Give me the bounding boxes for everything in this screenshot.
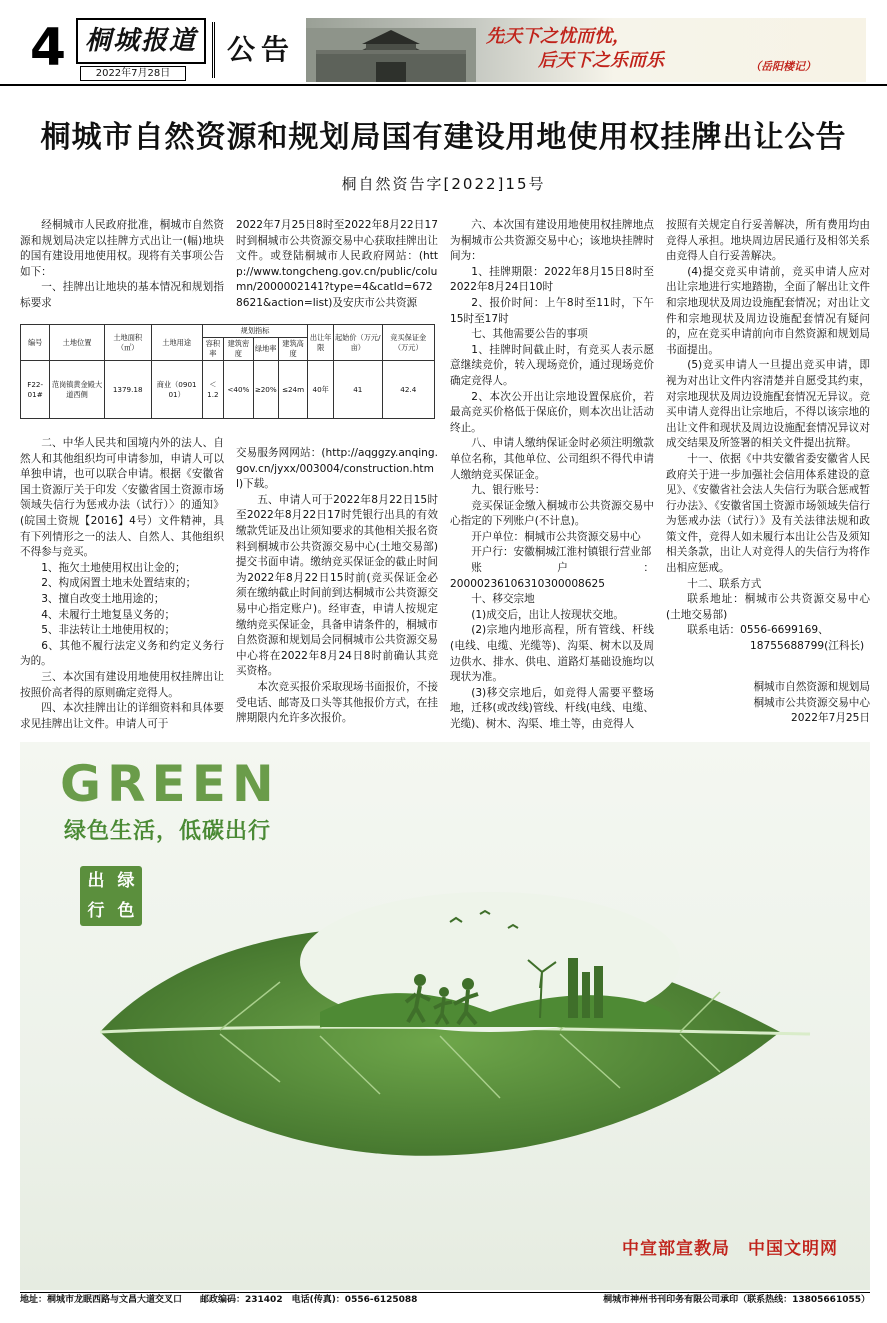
list-item: (4)提交竞买申请前，竞买申请人应对出让宗地进行实地踏勘，全面了解出让文件和宗地现状及周边设施配套情况；对出让文件和宗地现状及周边设施配套情况有疑问的，应在竞买申请前向市自然资源和规划局书面提出。: [666, 265, 870, 356]
list-item: 1、挂牌期限：2022年8月15日8时至2022年8月24日10时: [450, 265, 654, 294]
header-deposit: 竞买保证金（万元）: [382, 325, 434, 361]
cell-use: 商业（0901 01）: [151, 361, 202, 419]
header-planning: 规划指标: [202, 325, 308, 338]
masthead-banner: [306, 18, 866, 82]
header-use: 土地用途: [151, 325, 202, 361]
section-6-paragraph: 六、本次国有建设用地使用权挂牌地点为桐城市公共资源交易中心；该地块挂牌时间为：: [450, 219, 654, 263]
account-holder: 开户单位：桐城市公共资源交易中心: [471, 530, 641, 543]
section-4-paragraph: 四、本次挂牌出让的详细资料和具体要求见挂牌出让文件。申请人可于: [20, 702, 224, 730]
issuer-1: 桐城市自然资源和规划局: [753, 681, 870, 693]
table-row: [21, 361, 435, 419]
seal-char: 行: [87, 901, 105, 921]
header-height: 建筑高度: [278, 338, 308, 361]
signature-block: [666, 680, 870, 727]
article-headline: 桐城市自然资源和规划局国有建设用地使用权挂牌出让公告: [40, 120, 847, 155]
issuer-2: 桐城市公共资源交易中心: [753, 696, 870, 709]
header-density: 建筑密度: [224, 338, 254, 361]
section-2-paragraph: 二、中华人民共和国境内外的法人、自然人和其他组织均可申请参加，申请人可以单独申请，也可以联合申请。根据《安徽省国土资源厅关于印发〈安徽省国土资源市场领域失信行为惩戒办法（试行）〉的通知》(皖国土资规【2016】4号）文件精神，具有下列情形之一的法人、自然人、其他组织不得参与竞买。: [20, 437, 224, 559]
download-paragraph: 2022年7月25日8时至2022年8月22日17时到桐城市公共资源交易中心获取挂牌出让文件。或登陆桐城市人民政府网站：(http://www.tongcheng.gov.cn/public/column/2000002141?type=4&catId=6728621&action=list)及安庆市公共资源: [236, 219, 438, 309]
table-header-row: [21, 325, 435, 338]
list-item: 3、擅自改变土地用途的；: [41, 592, 165, 605]
leaf-illustration: [20, 862, 870, 1290]
column-3: [450, 218, 654, 733]
column-2-top: [236, 218, 438, 312]
cell-height: ≤24m: [278, 361, 308, 419]
list-item: 2、构成闲置土地未处置结束的；: [41, 577, 197, 590]
section-5-paragraph: 五、申请人可于2022年8月22日15时至2022年8月22日17时凭银行出具的有效缴款凭证及出让须知要求的其他相关报名资料到桐城市公共资源交易中心(土地交易部)提交书面申请。缴纳竞买保证金的截止时间为2022年8月22日15时前(竞买保证金必须在缴纳截止时间前到达桐城市公共资源交易中心指定账户)。经审查，申请人按规定缴纳竞买保证金，具备申请条件的，桐城市自然资源和规划局会同桐城市公共资源交易中心将在2022年8月24日8时前确认其竞买资格。: [236, 493, 438, 678]
masthead: [0, 0, 887, 84]
slogan-line-1: 先天下之忧而忧，: [486, 26, 630, 47]
green-poster: [20, 742, 870, 1290]
cell-years: 40年: [308, 361, 334, 419]
section-heading-1: 一、挂牌出让地块的基本情况和规划指标要求: [20, 281, 224, 309]
poster-seal: [80, 866, 142, 926]
contact-phone: 联系电话：0556-6699169、: [687, 624, 829, 637]
page-number: 4: [29, 18, 67, 78]
list-item: 4、未履行土地复垦义务的；: [41, 608, 176, 621]
list-item: (5)竞买申请人一旦提出竞买申请，即视为对出让文件内容清楚并自愿受其约束，对宗地现状及周边设施配套情况无异议。竞买申请人竞得出让宗地后，不得以该宗地的出让文件和现状及周边设施配套情况异议对成交结果及所签署的相关文件提出抗辩。: [666, 359, 870, 450]
footer-printer: 桐城市神州书刊印务有限公司承印（联系热线：13805661055）: [603, 1295, 870, 1305]
column-2-body: [236, 446, 438, 727]
poster-title: GREEN: [60, 755, 280, 813]
masthead-rule: [0, 84, 887, 86]
section-11-paragraph: 十一、依据《中共安徽省委安徽省人民政府关于进一步加强社会信用体系建设的意见》、《安徽省社会法人失信行为联合惩戒暂行办法》、《安徽省国土资源市场领域失信行为惩戒办法（试行）》及有关法律法规和政策文件，竞得人如未履行本出让公告及须知相关条款，出让人对竞得人的失信行为将作出相应惩戒。: [666, 452, 870, 575]
cell-code: F22-01#: [21, 361, 50, 419]
header-green: 绿地率: [253, 338, 278, 361]
contact-address: 联系地址：桐城市公共资源交易中心(土地交易部): [666, 593, 870, 621]
list-item: 2、本次公开出让宗地设置保底价，若最高竞买价格低于保底价，则本次出让活动终止。: [450, 390, 654, 434]
bank-name: 开户行：安徽桐城江淮村镇银行营业部: [471, 546, 652, 559]
seal-char: 出: [87, 871, 105, 891]
column-4: [666, 218, 870, 655]
cell-start-price: 41: [333, 361, 382, 419]
section-12-heading: 十二、联系方式: [687, 577, 762, 590]
poster-slogan: 绿色生活，低碳出行: [64, 819, 272, 844]
handover-paragraph-cont: 按照有关规定自行妥善解决，所有费用均由竞得人承担。地块周边居民通行及相邻关系由竞得人自行妥善解决。: [666, 219, 870, 263]
poster-credit: 中宣部宣教局 中国文明网: [622, 1239, 838, 1259]
section-10-heading: 十、移交宗地: [471, 593, 535, 606]
download-paragraph-cont: 交易服务网网站：(http://aqggzy.anqing.gov.cn/jyxx/003004/construction.html)下载。: [236, 447, 438, 491]
list-item: 1、挂牌时间截止时，有竞买人表示愿意继续竞价，转入现场竞价，通过现场竞价确定竞得人。: [450, 343, 654, 387]
issue-date: 2022年7月28日: [80, 66, 186, 81]
land-parcel-table: [20, 324, 435, 419]
list-item: (3)移交宗地后，如竞得人需要平整场地，迁移(或改线)管线、杆线(电线、电缆、光缆)、树木、沟渠、堆土等，由竞得人: [450, 686, 654, 730]
bidding-method-paragraph: 本次竞买报价采取现场书面报价，不接受电话、邮寄及口头等其他报价方式，在挂牌期限内允许多次报价。: [236, 680, 438, 725]
seal-char: 绿: [117, 871, 135, 891]
cell-deposit: 42.4: [382, 361, 434, 419]
signature-date: 2022年7月25日: [791, 712, 870, 725]
list-item: 1、拖欠土地使用权出让金的；: [41, 561, 186, 574]
section-9-heading: 九、银行账号：: [471, 484, 546, 497]
header-area: 土地面积（㎡）: [104, 325, 151, 361]
column-1-intro: [20, 218, 224, 312]
list-item: 2、报价时间：上午8时至11时，下午15时至17时: [450, 296, 654, 325]
header-years: 出让年限: [308, 325, 334, 361]
column-1-body: [20, 436, 224, 732]
document-number: 桐自然资告字[2022]15号: [341, 175, 546, 193]
city-gate-image: [306, 28, 476, 82]
newspaper-name: 桐城报道: [76, 18, 206, 64]
list-item: 5、非法转让土地使用权的；: [41, 624, 176, 637]
cell-green: ≥20%: [253, 361, 278, 419]
bank-paragraph: 竞买保证金缴入桐城市公共资源交易中心指定的下列账户(不计息)。: [450, 499, 654, 528]
seal-char: 色: [117, 901, 135, 921]
account-number: 账户：20000236106310300008625: [450, 562, 654, 590]
list-item: 6、其他不履行法定义务和约定义务行为的。: [20, 639, 224, 668]
header-location: 土地位置: [50, 325, 105, 361]
list-item: (2)宗地内地形高程，所有管线、杆线(电线、电缆、光缆等)、沟渠、树木以及周边供水、排水、供电、道路灯基础设施均以现状为准。: [450, 624, 654, 684]
slogan-line-2: 后天下之乐而乐: [538, 50, 664, 71]
footer-address: 地址：桐城市龙眠西路与文昌大道交叉口 邮政编码：231402 电话(传真)：0556-6125088: [20, 1295, 418, 1305]
section-label: 公告: [212, 22, 307, 78]
cell-location: 范岗镇黄金殿大道西侧: [50, 361, 105, 419]
header-code: 编号: [21, 325, 50, 361]
cell-density: <40%: [224, 361, 254, 419]
section-7-heading: 七、其他需要公告的事项: [471, 328, 588, 341]
header-start-price: 起始价（万元/亩）: [333, 325, 382, 361]
section-3-paragraph: 三、本次国有建设用地使用权挂牌出让按照价高者得的原则确定竞得人。: [20, 670, 224, 699]
header-far: 容积率: [202, 338, 223, 361]
slogan-source: （岳阳楼记）: [750, 60, 816, 73]
contact-mobile: 18755688799(江科长): [750, 640, 865, 653]
intro-paragraph: 经桐城市人民政府批准，桐城市自然资源和规划局决定以挂牌方式出让一(幅)地块的国有建设用地使用权。现将有关事项公告如下：: [20, 219, 224, 278]
cell-far: ＜1.2: [202, 361, 223, 419]
section-8-paragraph: 八、申请人缴纳保证金时必须注明缴款单位名称，其他单位、公司组织不得代申请人缴纳竞买保证金。: [450, 437, 654, 481]
list-item: (1)成交后，出让人按现状交地。: [471, 608, 624, 621]
cell-area: 1379.18: [104, 361, 151, 419]
